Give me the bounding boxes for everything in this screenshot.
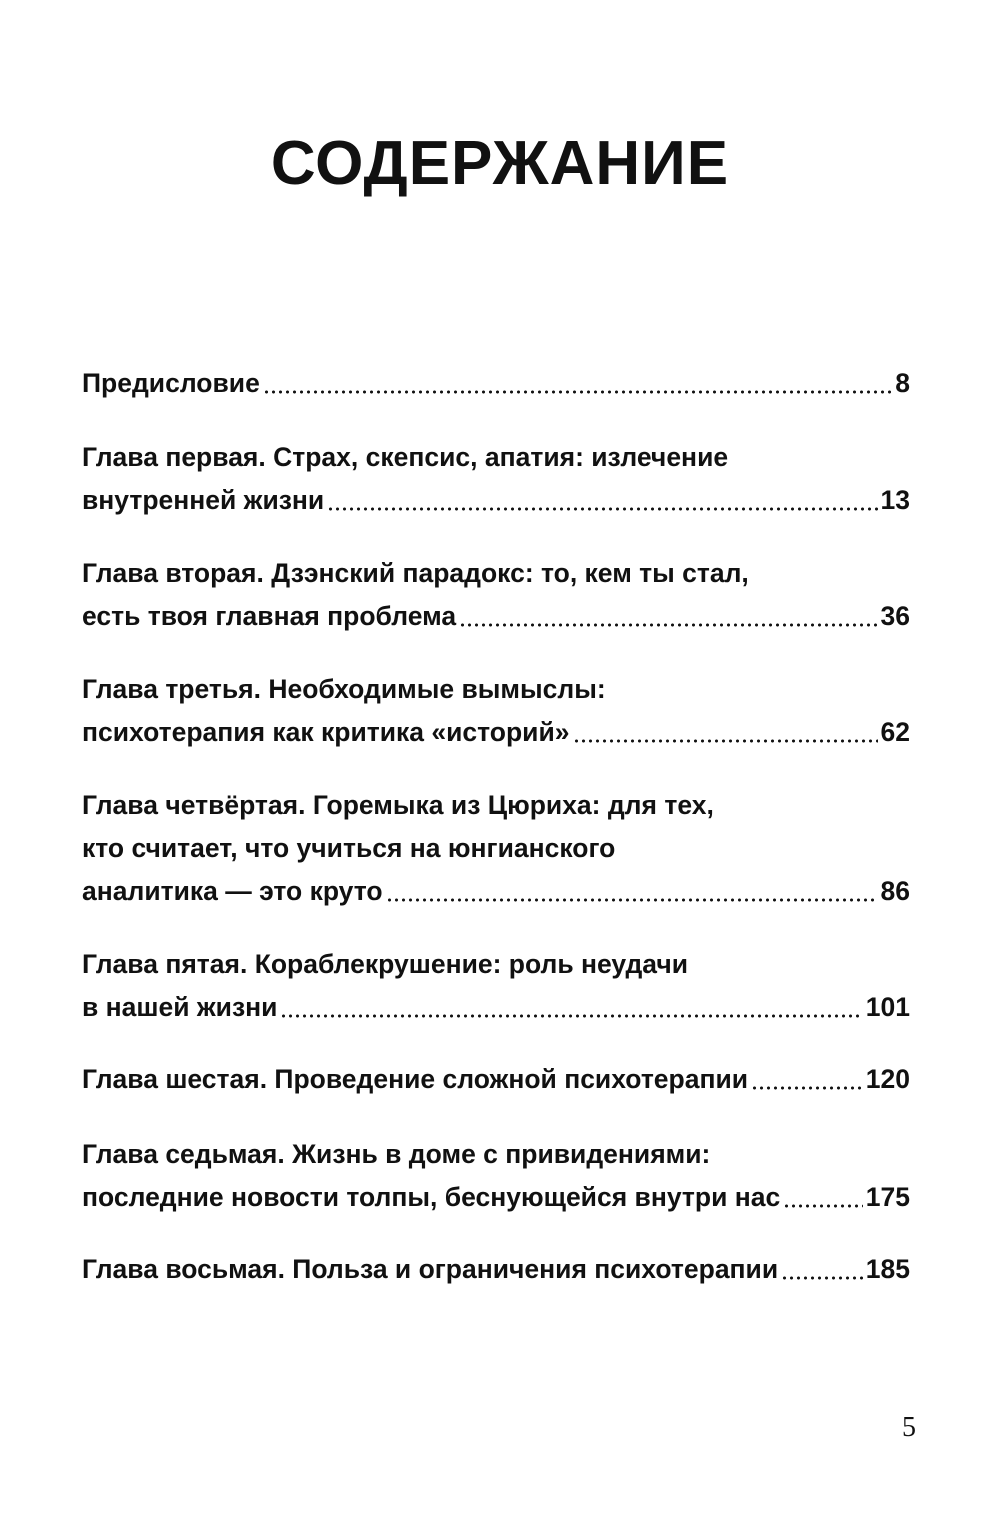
dot-leader [280,1014,862,1018]
entry-page-number: 101 [865,992,910,1022]
toc-entry[interactable] [82,1058,910,1101]
dot-leader [327,507,877,511]
dot-leader [459,623,877,627]
entry-title-text: последние новости толпы, беснующейся внутри нас [82,1182,781,1212]
toc-entry[interactable] [82,668,910,754]
dot-leader [386,898,878,902]
entry-page-number: 8 [895,368,910,398]
toc-line [82,1133,910,1176]
toc-line [82,711,910,754]
page-number: 5 [902,1412,916,1443]
entry-page-number: 62 [880,717,910,747]
entry-title-text: кто считает, что учиться на юнгианского [82,833,616,863]
toc-line [82,986,910,1029]
entry-title-text: Глава пятая. Кораблекрушение: роль неудачи [82,949,689,979]
toc-entry[interactable] [82,1248,910,1291]
entry-page-number: 185 [865,1254,910,1284]
dot-leader [781,1276,863,1280]
entry-page-number: 36 [880,601,910,631]
dot-leader [263,390,892,394]
entry-page-number: 175 [865,1182,910,1212]
toc-line [82,943,910,986]
toc-entry[interactable] [82,943,910,1029]
toc-line [82,1248,910,1291]
entry-page-number: 13 [880,485,910,515]
toc-entry[interactable] [82,1133,910,1219]
entry-title-text: Глава первая. Страх, скепсис, апатия: излечение [82,442,729,472]
toc-entry[interactable] [82,436,910,522]
toc-line [82,595,910,638]
entry-title-text: Глава седьмая. Жизнь в доме с привидениями: [82,1139,711,1169]
entry-title-text: Глава восьмая. Польза и ограничения психотерапии [82,1254,779,1284]
entry-title-text: Глава третья. Необходимые вымыслы: [82,674,606,704]
toc-entry[interactable] [82,552,910,638]
page-title: СОДЕРЖАНИЕ [270,129,730,198]
dot-leader [573,739,878,743]
toc-line [82,362,910,405]
entry-title-text: внутренней жизни [82,485,325,515]
entry-page-number: 86 [880,876,910,906]
toc-line [82,479,910,522]
toc-line [82,1058,910,1101]
toc-line [82,552,910,595]
entry-title-text: Предисловие [82,368,260,398]
dot-leader [751,1086,863,1090]
toc-line [82,870,910,913]
entry-title-text: есть твоя главная проблема [82,601,457,631]
entry-title-text: Глава шестая. Проведение сложной психотерапии [82,1064,749,1094]
entry-title-text: аналитика — это круто [82,876,383,906]
toc-line [82,784,910,827]
toc-line [82,1176,910,1219]
entry-page-number: 120 [865,1064,910,1094]
entry-title-text: Глава четвёртая. Горемыка из Цюриха: для тех, [82,790,714,820]
entry-title-text: психотерапия как критика «историй» [82,717,570,747]
toc-line [82,827,910,870]
entry-title-text: Глава вторая. Дзэнский парадокс: то, кем ты стал, [82,558,749,588]
toc-entry[interactable] [82,362,910,405]
toc-entry[interactable] [82,784,910,913]
toc-line [82,668,910,711]
dot-leader [783,1204,863,1208]
entry-title-text: в нашей жизни [82,992,278,1022]
toc-line [82,436,910,479]
